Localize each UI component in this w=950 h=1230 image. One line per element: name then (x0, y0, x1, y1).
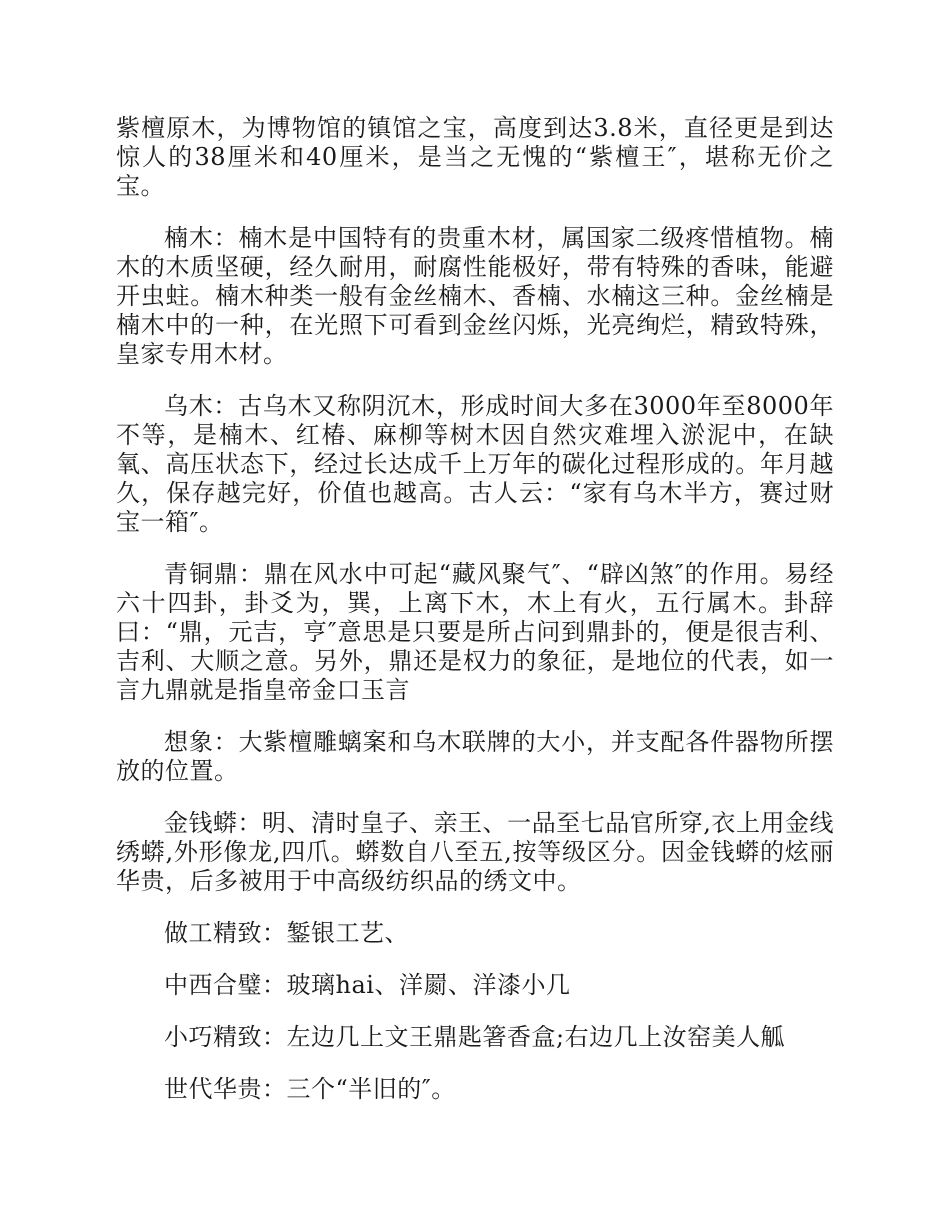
paragraph-generations: 世代华贵：三个“半旧的″。 (164, 1075, 456, 1103)
paragraph-craftsmanship: 做工精致：錾银工艺、 (164, 919, 409, 947)
paragraph-golden-python: 金钱蟒：明、清时皇子、亲王、一品至七品官所穿,衣上用金线绣蟒,外形像龙,四爪。蟒数自八至五,按等级区分。因金钱蟒的炫丽华贵，后多被用于中高级纺织品的绣文中。 (116, 809, 834, 895)
paragraph-east-west: 中西合璧：玻璃hai、洋罽、洋漆小几 (164, 971, 571, 999)
document-body (116, 114, 834, 1127)
paragraph-zitan-king: 紫檀原木，为博物馆的镇馆之宝，高度到达3.8米，直径更是到达惊人的38厘米和40厘米，是当之无愧的“紫檀王″，堪称无价之宝。 (116, 114, 834, 200)
paragraph-bronze-ding: 青铜鼎：鼎在风水中可起“藏风聚气″、“辟凶煞″的作用。易经六十四卦，卦爻为，巽，上离下木，木上有火，五行属木。卦辞曰：“鼎，元吉，亨″意思是只要是所占问到鼎卦的，便是很吉利、吉利、大顺之意。另外，鼎还是权力的象征，是地位的代表，如一言九鼎就是指皇帝金口玉言 (116, 560, 834, 704)
paragraph-delicate: 小巧精致：左边几上文王鼎匙箸香盒;右边几上汝窑美人觚 (164, 1023, 786, 1051)
paragraph-wumu: 乌木：古乌木又称阴沉木，形成时间大多在3000年至8000年不等，是楠木、红椿、麻柳等树木因自然灾难埋入淤泥中，在缺氧、高压状态下，经过长达成千上万年的碳化过程形成的。年月越久，保存越完好，价值也越高。古人云：“家有乌木半方，赛过财宝一箱″。 (116, 392, 834, 536)
paragraph-imagination: 想象：大紫檀雕螭案和乌木联牌的大小，并支配各件器物所摆放的位置。 (116, 728, 834, 785)
paragraph-nanmu: 楠木：楠木是中国特有的贵重木材，属国家二级疼惜植物。楠木的木质坚硬，经久耐用，耐腐性能极好，带有特殊的香味，能避开虫蛀。楠木种类一般有金丝楠木、香楠、水楠这三种。金丝楠是楠木中的一种，在光照下可看到金丝闪烁，光亮绚烂，精致特殊，皇家专用木材。 (116, 224, 834, 368)
